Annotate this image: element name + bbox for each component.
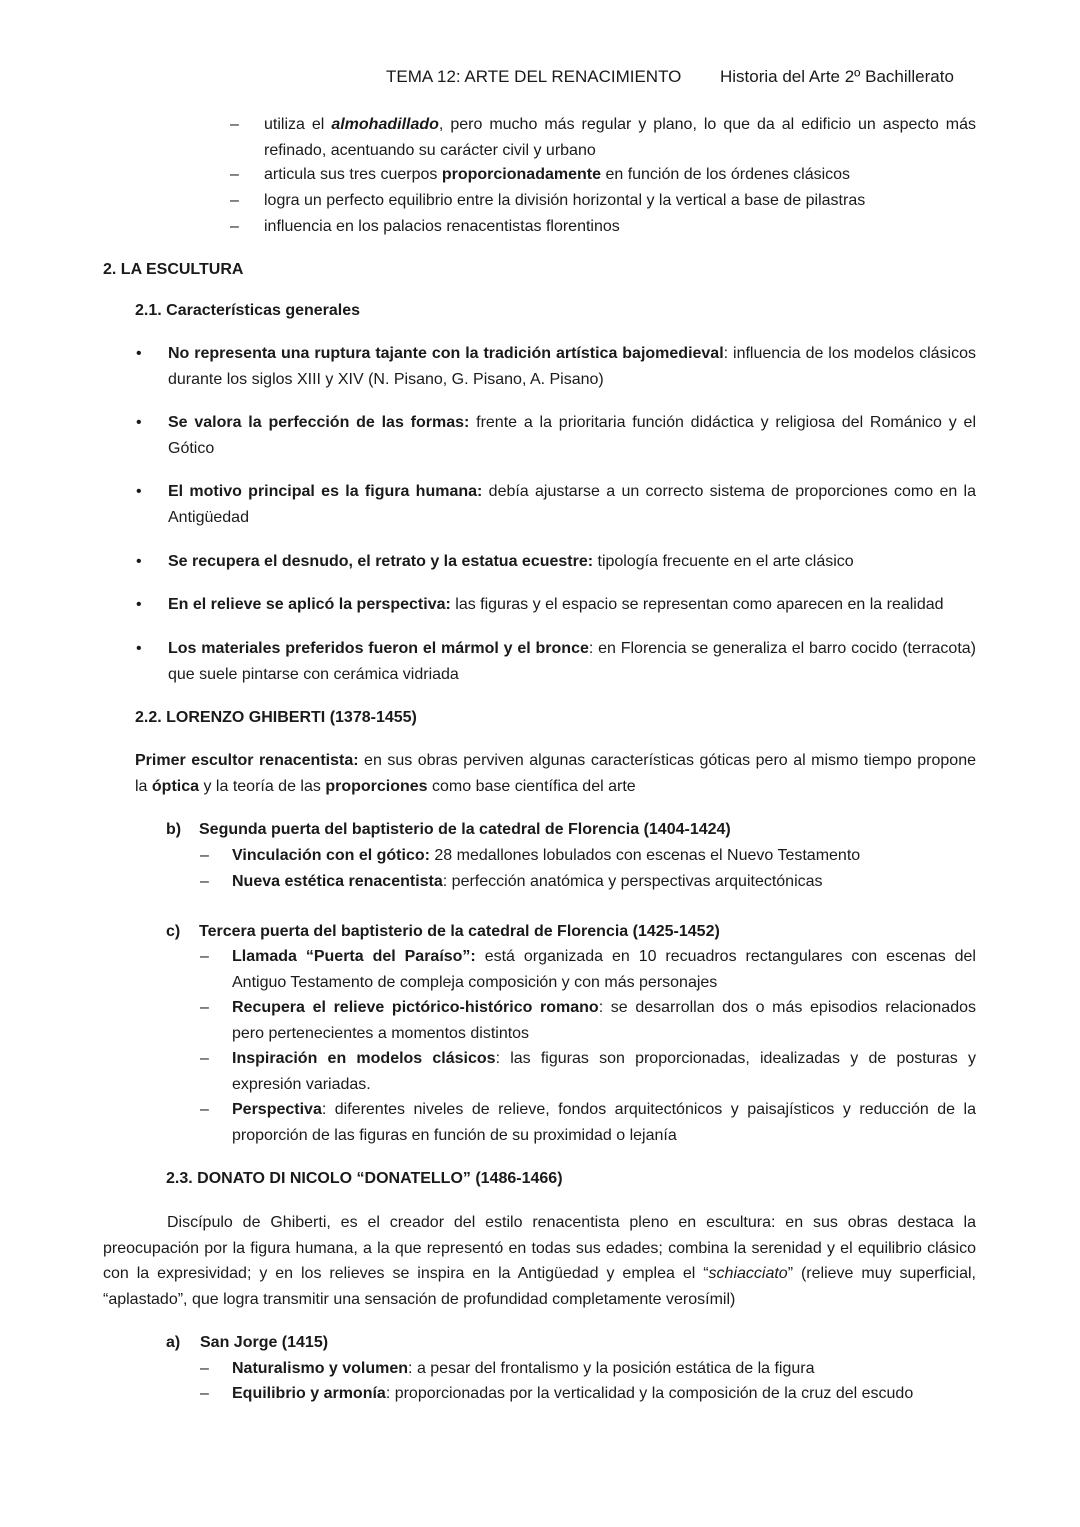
bullet-marker: • [136, 640, 142, 657]
second-door-item: Vinculación con el gótico: 28 medallones lobulados con escenas el Nuevo Testamento [232, 847, 861, 864]
second-door-title: Segunda puerta del baptisterio de la catedral de Florencia (1404-1424) [199, 821, 731, 838]
header-title: TEMA 12: ARTE DEL RENACIMIENTO [386, 67, 682, 86]
san-jorge-item: Naturalismo y volumen: a pesar del frontalismo y la posición estática de la figura [232, 1360, 815, 1377]
bullet-marker: • [136, 483, 142, 500]
third-door-item: Inspiración en modelos clásicos: las figuras son proporcionadas, idealizadas y de posturas y expresión variadas. [232, 1050, 976, 1093]
intro-item-4: influencia en los palacios renacentistas florentinos [264, 218, 620, 235]
subsection-title-2-2: 2.2. LORENZO GHIBERTI (1378-1455) [135, 709, 417, 726]
bullet-marker: • [136, 414, 142, 431]
dash-marker: – [230, 116, 239, 133]
dash-marker: – [200, 999, 209, 1016]
bullet-marker: • [136, 553, 142, 570]
dash-marker: – [200, 873, 209, 890]
bullet-marker: • [136, 345, 142, 362]
subsection-title-2-1: 2.1. Características generales [135, 302, 361, 319]
item-letter-a: a) [166, 1334, 181, 1351]
dash-marker: – [200, 1101, 209, 1118]
intro-item-1: utiliza el almohadillado, pero mucho más regular y plano, lo que da al edificio un aspecto más refinado, acentuando su carácter civil y urbano [264, 116, 977, 159]
dash-marker: – [200, 847, 209, 864]
donatello-paragraph: Discípulo de Ghiberti, es el creador del estilo renacentista pleno en escultura: en sus obras destaca la preocupación por la figura humana, a la que representó en todas sus edades; combina la serenidad y el equilibrio clásico con la expresividad; y en los relieves se inspira en la Antigüedad y emplea el “schiacciato” (relieve muy superficial, “aplastado”, que logra transmitir una sensación de profundidad completamente verosímil) [103, 1214, 977, 1308]
bullet-item: Se recupera el desnudo, el retrato y la estatua ecuestre: tipología frecuente en el arte clásico [168, 553, 854, 570]
intro-item-2: articula sus tres cuerpos proporcionadamente en función de los órdenes clásicos [264, 166, 851, 183]
third-door-item: Perspectiva: diferentes niveles de relieve, fondos arquitectónicos y paisajísticos y reducción de la proporción de las figuras en función de su proximidad o lejanía [232, 1101, 976, 1144]
dash-marker: – [200, 1050, 209, 1067]
third-door-item: Recupera el relieve pictórico-histórico romano: se desarrollan dos o más episodios relacionados pero pertenecientes a momentos distintos [232, 999, 976, 1042]
subsection-title-2-3: 2.3. DONATO DI NICOLO “DONATELLO” (1486-1466) [166, 1170, 563, 1187]
bullet-item: El motivo principal es la figura humana: debía ajustarse a un correcto sistema de proporciones como en la Antigüedad [168, 483, 977, 526]
bullet-item: Se valora la perfección de las formas: frente a la prioritaria función didáctica y religiosa del Románico y el Gótico [168, 414, 977, 457]
bullet-marker: • [136, 596, 142, 613]
third-door-title: Tercera puerta del baptisterio de la catedral de Florencia (1425-1452) [199, 923, 720, 940]
intro-item-3: logra un perfecto equilibrio entre la división horizontal y la vertical a base de pilastras [264, 192, 866, 209]
dash-marker: – [200, 1385, 209, 1402]
dash-marker: – [200, 1360, 209, 1377]
section-title: 2. LA ESCULTURA [103, 261, 244, 278]
dash-marker: – [230, 166, 239, 183]
dash-marker: – [230, 192, 239, 209]
dash-marker: – [230, 218, 239, 235]
bullet-item: En el relieve se aplicó la perspectiva: las figuras y el espacio se representan como aparecen en la realidad [168, 596, 944, 613]
ghiberti-intro: Primer escultor renacentista: en sus obras perviven algunas características góticas pero al mismo tiempo propone la óptica y la teoría de las proporciones como base científica del arte [135, 752, 977, 795]
second-door-item: Nueva estética renacentista: perfección anatómica y perspectivas arquitectónicas [232, 873, 823, 890]
san-jorge-title: San Jorge (1415) [200, 1334, 329, 1351]
bullet-item: No representa una ruptura tajante con la tradición artística bajomedieval: influencia de los modelos clásicos durante los siglos XIII y XIV (N. Pisano, G. Pisano, A. Pisano) [168, 345, 977, 388]
header-subject: Historia del Arte 2º Bachillerato [720, 67, 954, 86]
dash-marker: – [200, 948, 209, 965]
san-jorge-item: Equilibrio y armonía: proporcionadas por la verticalidad y la composición de la cruz del escudo [232, 1385, 914, 1402]
bullet-item: Los materiales preferidos fueron el mármol y el bronce: en Florencia se generaliza el barro cocido (terracota) que suele pintarse con cerámica vidriada [168, 640, 976, 683]
item-letter-c: c) [166, 923, 181, 940]
item-letter-b: b) [166, 821, 182, 838]
third-door-item: Llamada “Puerta del Paraíso”: está organizada en 10 recuadros rectangulares con escenas del Antiguo Testamento de compleja composición y con más personajes [232, 948, 976, 991]
